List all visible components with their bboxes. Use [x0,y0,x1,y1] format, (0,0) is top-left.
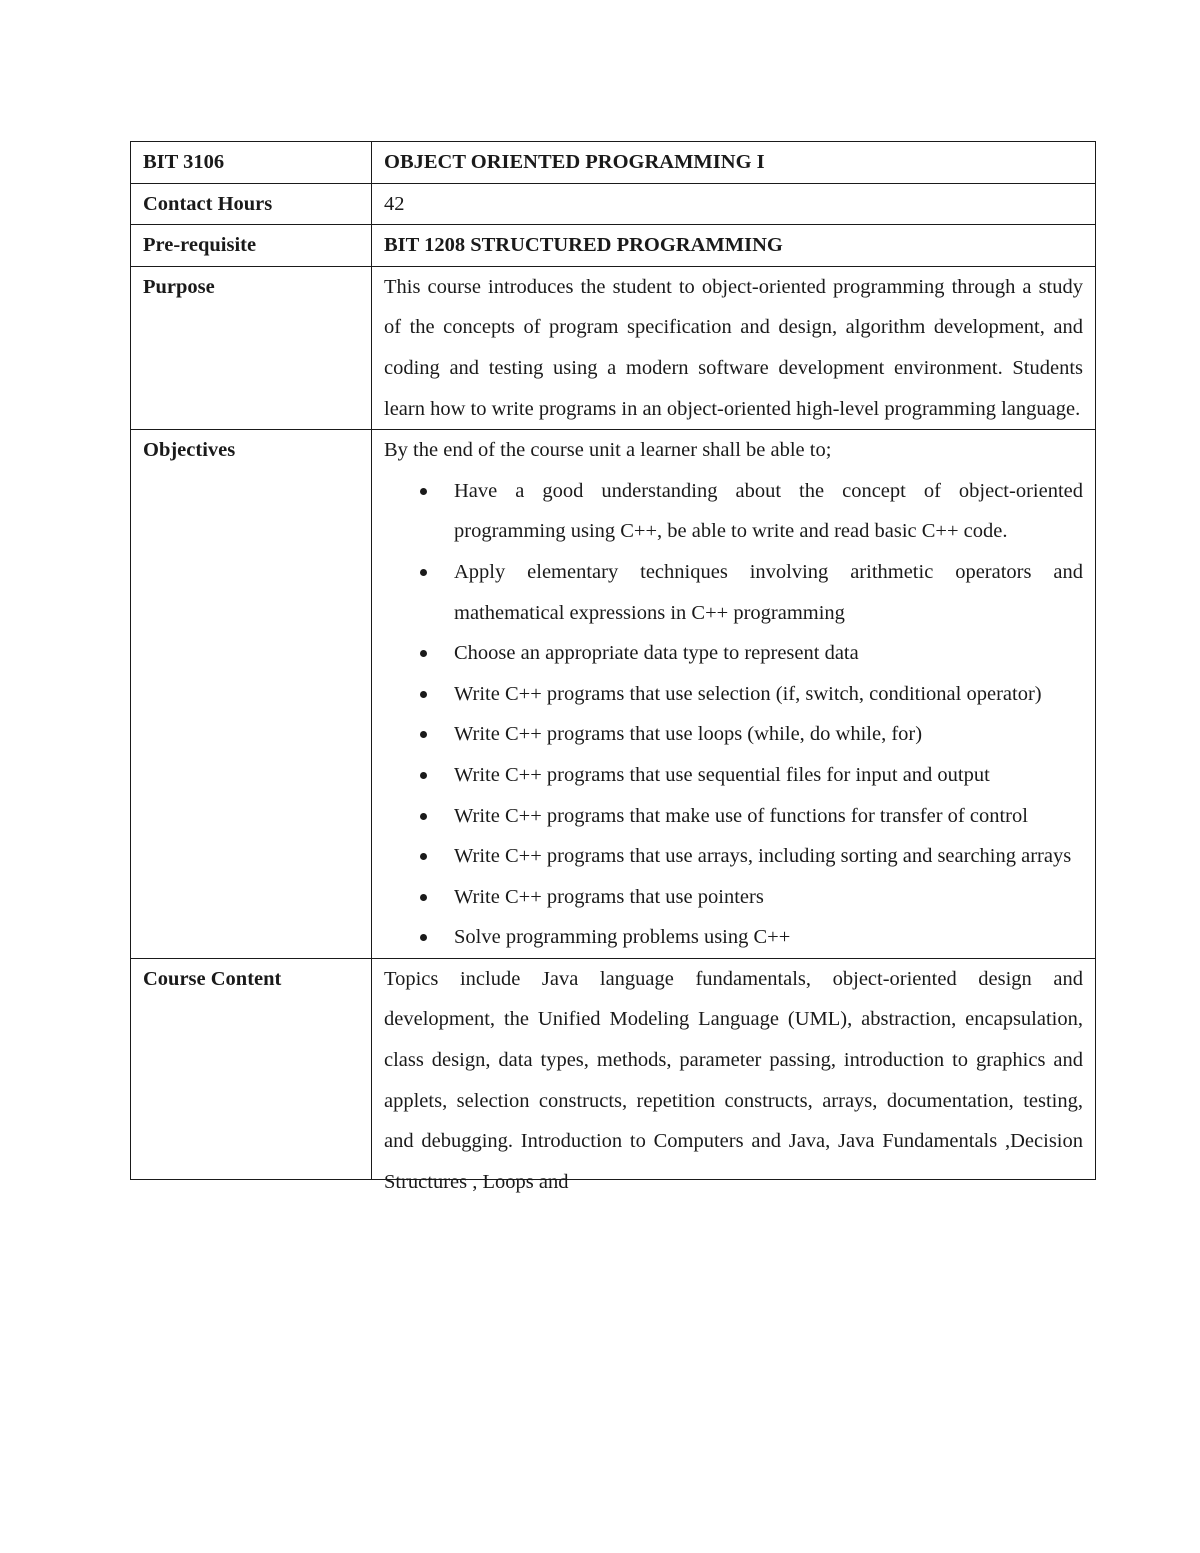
list-item: Apply elementary techniques involving arithmetic operators and mathematical expressions in C++ programming [454,552,1083,633]
list-item: Choose an appropriate data type to represent data [454,633,1083,674]
list-item: Write C++ programs that use selection (if, switch, conditional operator) [454,674,1083,715]
course-title: OBJECT ORIENTED PROGRAMMING I [372,142,1096,184]
table-row-objectives [131,430,1096,959]
objectives-cell [372,430,1096,959]
course-content-label: Course Content [131,958,372,1179]
purpose-label: Purpose [131,266,372,429]
purpose-text: This course introduces the student to object-oriented programming through a study of the concepts of program specification and design, algorithm development, and coding and testing using a modern software development environment. Students learn how to write programs in an object-oriented high-level programming language. [372,266,1096,429]
table-row-contact-hours [131,183,1096,225]
list-item: Write C++ programs that use sequential files for input and output [454,755,1083,796]
course-content-text: Topics include Java language fundamentals, object-oriented design and development, the Unified Modeling Language (UML), abstraction, encapsulation, class design, data types, methods, parameter passing, introduction to graphics and applets, selection constructs, repetition constructs, arrays, documentation, testing, and debugging. Introduction to Computers and Java, Java Fundamentals ,Decision Structures , Loops and [384,967,1083,1193]
course-outline-table [130,141,1096,1193]
prerequisite-label: Pre-requisite [131,225,372,267]
table-row-course-content [131,958,1096,1179]
list-item: Solve programming problems using C++ [454,917,1083,958]
list-item: Write C++ programs that use pointers [454,877,1083,918]
table-row-course-code [131,142,1096,184]
list-item: Have a good understanding about the concept of object-oriented programming using C++, be able to write and read basic C++ code. [454,471,1083,552]
course-code-label: BIT 3106 [131,142,372,184]
list-item: Write C++ programs that use loops (while, do while, for) [454,714,1083,755]
contact-hours-label: Contact Hours [131,183,372,225]
objectives-label: Objectives [131,430,372,959]
course-content-cell [372,958,1096,1193]
table-row-prerequisite [131,225,1096,267]
table-row-purpose [131,266,1096,429]
list-item: Write C++ programs that use arrays, including sorting and searching arrays [454,836,1083,877]
objectives-list [384,471,1083,958]
objectives-intro: By the end of the course unit a learner shall be able to; [384,439,832,462]
contact-hours-value: 42 [372,183,1096,225]
list-item: Write C++ programs that make use of functions for transfer of control [454,796,1083,837]
prerequisite-value: BIT 1208 STRUCTURED PROGRAMMING [372,225,1096,267]
